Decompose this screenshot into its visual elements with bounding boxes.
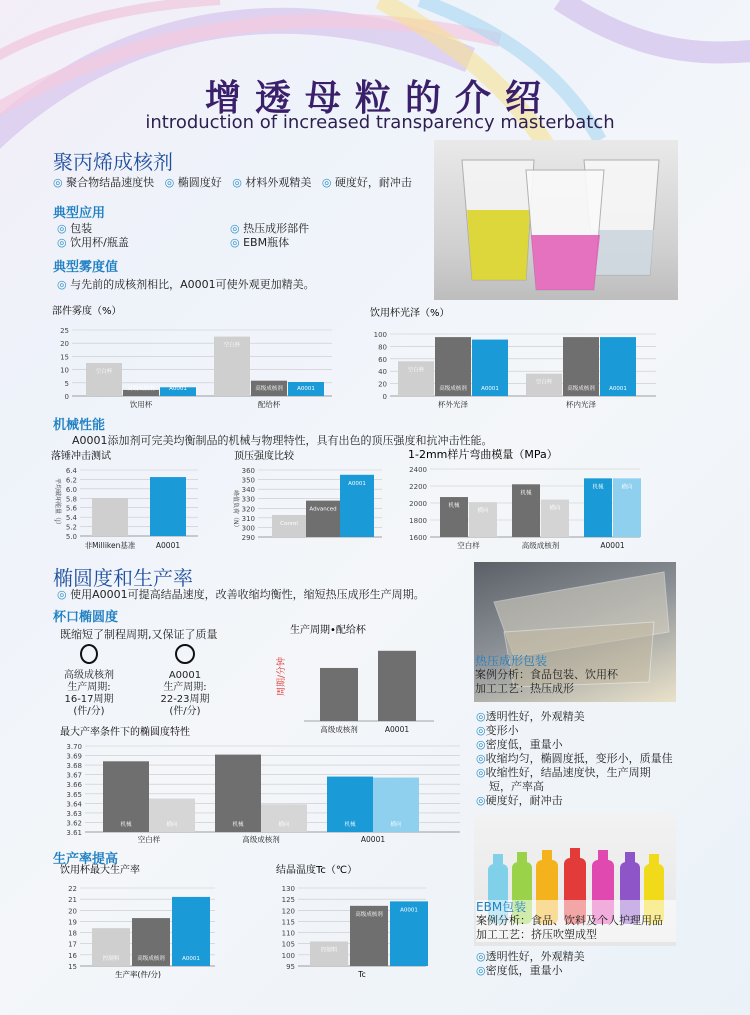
y-tick-label: 2200 xyxy=(409,483,427,491)
section-oval-title: 椭圆度和生产率 xyxy=(53,566,193,590)
y-tick-label: 110 xyxy=(281,929,295,938)
bar-label: A0001 xyxy=(609,386,627,392)
chart-ylabel: 周期/分钟 xyxy=(277,656,287,696)
ebm-box xyxy=(476,900,676,942)
x-tick-label: A0001 xyxy=(600,541,625,550)
ebm-case: 案例分析：食品、饮料及个人护理用品 xyxy=(476,914,663,927)
ebm-title: EBM包装 xyxy=(476,900,527,914)
y-tick-label: 5.0 xyxy=(65,533,77,541)
x-tick-label: A0001 xyxy=(384,725,410,734)
y-tick-label: 5.6 xyxy=(65,504,77,513)
bar-label: 机械 xyxy=(592,484,604,491)
bar-label: 高级成核剂 xyxy=(255,386,283,392)
y-tick-label: 20 xyxy=(60,340,69,349)
y-tick-label: 6.4 xyxy=(65,467,77,475)
bar-label: 横向 xyxy=(477,508,489,515)
y-tick-label: 100 xyxy=(281,951,295,960)
chart-gloss xyxy=(368,304,668,414)
bar-label: 高级成核剂 xyxy=(127,386,155,392)
chart-title: 最大产率条件下的椭圆度特性 xyxy=(60,727,190,738)
y-tick-label: 360 xyxy=(241,467,255,475)
cup-oval-sub: 既缩短了制程周期,又保证了质量 xyxy=(60,628,218,641)
mech-title: 机械性能 xyxy=(53,418,106,433)
page-title: 增透母粒的介绍 xyxy=(204,78,555,119)
oval-item: 高级成核剂 生产周期: 16-17周期 (件/分) xyxy=(60,644,118,718)
bar-label: Conrol xyxy=(280,520,298,527)
y-tick-label: 80 xyxy=(378,343,387,352)
bar-label: 横向 xyxy=(549,505,561,512)
bar xyxy=(150,477,186,536)
y-tick-label: 3.68 xyxy=(66,762,82,771)
oval-item: A0001 生产周期: 22-23周期 (件/分) xyxy=(156,644,214,718)
chart-haze xyxy=(50,304,350,414)
x-tick-label: 高级成核剂 xyxy=(521,541,560,550)
y-tick-label: 3.64 xyxy=(66,800,82,809)
y-tick-label: 60 xyxy=(378,355,387,364)
x-tick-label: 空白样 xyxy=(457,541,480,550)
y-axis-label: 平均破坏能量（J） xyxy=(54,478,61,528)
y-axis-label: 峰值负荷（N） xyxy=(232,490,239,531)
y-tick-label: 5.2 xyxy=(65,523,77,532)
page-subtitle: introduction of increased transparency masterbatch xyxy=(145,112,615,133)
ebm-process: 加工工艺：挤压吹塑成型 xyxy=(476,928,597,941)
oval-shape-icon xyxy=(80,644,98,664)
chart-oval xyxy=(55,724,465,848)
y-tick-label: 3.70 xyxy=(66,743,82,751)
y-tick-label: 340 xyxy=(241,486,255,495)
bullet-icon: ◎ xyxy=(232,176,242,189)
y-tick-label: 1600 xyxy=(409,534,427,542)
oval-note: ◎ 使用A0001可提高结晶速度，改善收缩均衡性，缩短热压成形生产周期。 xyxy=(57,588,425,601)
bar-label: A0001 xyxy=(169,386,187,392)
cup-oval-title: 杯口椭圆度 xyxy=(53,610,119,625)
bar-label: 高级成核剂 xyxy=(355,911,383,918)
ebm-points: ◎透明性好，外观精美 ◎密度低，重量小 xyxy=(476,950,585,977)
bar-label: 机械 xyxy=(120,822,132,828)
y-tick-label: 3.63 xyxy=(66,809,82,818)
bar-label: A0001 xyxy=(348,480,366,487)
y-tick-label: 0 xyxy=(64,393,69,401)
y-tick-label: 3.62 xyxy=(66,819,82,828)
thermoform-points: ◎透明性好，外观精美 ◎变形小 ◎密度低，重量小 ◎收缩均匀，椭圆度抵，变形小，质量佳 ◎收缩性好，结晶速度快，生产周期 短，产率高 ◎硬度好，耐冲击 xyxy=(476,710,673,807)
x-tick-label: 配给杯 xyxy=(257,400,281,409)
bar xyxy=(378,651,416,721)
y-tick-label: 25 xyxy=(60,327,69,335)
y-tick-label: 125 xyxy=(281,896,295,905)
x-tick-label: 饮用杯 xyxy=(129,400,153,409)
y-tick-label: 40 xyxy=(378,368,387,377)
y-tick-label: 16 xyxy=(68,951,77,960)
chart-tc xyxy=(272,862,432,980)
bullet-icon: ◎ xyxy=(321,176,332,189)
y-tick-label: 130 xyxy=(281,885,295,893)
y-tick-label: 1800 xyxy=(409,517,427,525)
chart-title: 生产周期•配给杯 xyxy=(290,625,366,636)
app-item: ◎ 饮用杯/瓶盖 xyxy=(57,236,129,249)
bar xyxy=(310,941,348,966)
bar-label: 机械 xyxy=(232,822,244,828)
y-tick-label: 300 xyxy=(241,524,255,533)
y-tick-label: 2000 xyxy=(409,500,427,508)
bar-label: 空白杯 xyxy=(535,379,553,386)
chart-title: 结晶温度Tc（℃） xyxy=(276,865,358,876)
bar-label: 控制料 xyxy=(102,956,120,962)
bar-label: 空白杯 xyxy=(407,367,425,374)
bar-label: 横向 xyxy=(390,822,402,828)
y-tick-label: 3.66 xyxy=(66,781,82,790)
x-axis-label: Tc xyxy=(358,970,366,979)
y-tick-label: 15 xyxy=(68,963,77,971)
bar-label: 机械 xyxy=(520,490,532,497)
y-tick-label: 95 xyxy=(286,963,295,971)
y-tick-label: 5.4 xyxy=(65,514,77,523)
x-tick-label: 非Milliken基准 xyxy=(84,541,136,550)
y-tick-label: 6.0 xyxy=(65,485,77,494)
y-tick-label: 100 xyxy=(373,331,387,339)
y-tick-label: 15 xyxy=(60,353,69,362)
x-tick-label: 杯内光泽 xyxy=(566,400,596,409)
chart-flex xyxy=(404,446,664,556)
y-tick-label: 18 xyxy=(68,929,77,938)
chart-cycle xyxy=(272,622,442,734)
bar xyxy=(320,668,358,721)
y-tick-label: 320 xyxy=(241,505,255,514)
mech-note: A0001添加剂可完美均衡制品的机械与物理特性，具有出色的顶压强度和抗冲击性能。 xyxy=(72,434,493,447)
x-tick-label: 空白样 xyxy=(137,835,161,844)
bar-label: A0001 xyxy=(400,907,418,914)
y-tick-label: 17 xyxy=(68,940,77,949)
circle-shape-icon xyxy=(175,644,195,664)
chart-title: 落锤冲击测试 xyxy=(51,451,111,462)
bar-label: 高级成核剂 xyxy=(439,386,467,392)
y-tick-label: 350 xyxy=(241,476,255,485)
y-tick-label: 19 xyxy=(68,918,77,927)
thermoform-title: 热压成形包装 xyxy=(475,654,548,668)
bar-label: 控制料 xyxy=(320,947,338,954)
x-tick-label: 高级成核剂 xyxy=(320,725,358,734)
y-tick-label: 115 xyxy=(281,918,295,927)
bar-label: 高级成核剂 xyxy=(137,956,165,962)
y-tick-label: 310 xyxy=(241,514,255,523)
bar-label: A0001 xyxy=(182,956,200,962)
bar-label: 横向 xyxy=(278,822,290,828)
y-tick-label: 5.8 xyxy=(65,495,77,504)
thermoform-process: 加工工艺：热压成形 xyxy=(475,682,574,695)
x-tick-label: 杯外光泽 xyxy=(438,400,468,409)
bar-label: 机械 xyxy=(448,503,460,510)
y-tick-label: 20 xyxy=(378,380,387,389)
haze-title: 典型雾度值 xyxy=(53,260,119,275)
chart-title: 饮用杯光泽（%） xyxy=(370,308,450,319)
bar-label: 横向 xyxy=(166,822,178,828)
y-tick-label: 3.61 xyxy=(66,829,82,837)
chart-title: 饮用杯最大生产率 xyxy=(60,865,140,876)
thermoform-box xyxy=(475,654,675,696)
y-tick-label: 3.69 xyxy=(66,752,82,761)
y-tick-label: 20 xyxy=(68,907,77,916)
bar-label: 空白杯 xyxy=(223,342,241,349)
bar xyxy=(92,498,128,536)
chart-title: 部件雾度（%） xyxy=(52,306,122,317)
chart-impact xyxy=(48,448,208,556)
app-item: ◎ EBM瓶体 xyxy=(230,236,290,249)
apps-title: 典型应用 xyxy=(53,206,106,221)
x-tick-label: A0001 xyxy=(360,835,386,844)
bar-label: A0001 xyxy=(297,386,315,392)
y-tick-label: 5 xyxy=(64,379,69,388)
y-tick-label: 21 xyxy=(68,896,77,905)
app-item: ◎ 热压成形部件 xyxy=(230,222,310,235)
y-tick-label: 105 xyxy=(281,940,295,949)
thermoform-case: 案例分析：食品包装、饮用杯 xyxy=(475,668,618,681)
x-tick-label: 高级成核剂 xyxy=(242,835,280,844)
cups-photo xyxy=(434,140,678,300)
y-tick-label: 0 xyxy=(382,393,387,401)
bar-label: Advanced xyxy=(309,506,337,513)
bar-label: 空白杯 xyxy=(95,369,113,375)
y-tick-label: 330 xyxy=(241,495,255,504)
y-tick-label: 2400 xyxy=(409,466,427,474)
chart-title: 1-2mm样片弯曲模量（MPa） xyxy=(408,448,558,461)
bar-label: 高级成核剂 xyxy=(567,386,595,392)
bar xyxy=(215,755,261,832)
bar xyxy=(86,363,122,396)
chart-title: 顶压强度比较 xyxy=(234,451,294,462)
bullet-icon: ◎ xyxy=(164,176,175,189)
bar-label: 机械 xyxy=(344,822,356,828)
y-tick-label: 290 xyxy=(241,534,255,542)
y-tick-label: 3.67 xyxy=(66,771,82,780)
y-tick-label: 10 xyxy=(60,366,69,375)
chart-maxprod xyxy=(58,862,228,980)
app-item: ◎ 包装 xyxy=(57,222,93,235)
chart-topload xyxy=(228,448,388,556)
y-tick-label: 22 xyxy=(68,885,77,893)
y-tick-label: 6.2 xyxy=(65,476,77,485)
feature-list: ◎ 聚合物结晶速度快 ◎ 椭圆度好 ◎ 材料外观精美 ◎ 硬度好，耐冲击 xyxy=(53,176,412,189)
x-axis-label: 生产率(件/分) xyxy=(115,970,161,979)
x-tick-label: A0001 xyxy=(155,541,181,550)
bar-label: 横向 xyxy=(621,484,633,491)
bullet-icon: ◎ xyxy=(53,176,63,189)
section-nucleator-title: 聚丙烯成核剂 xyxy=(53,150,173,174)
y-tick-label: 120 xyxy=(281,907,295,916)
y-tick-label: 3.65 xyxy=(66,790,82,799)
bar-label: A0001 xyxy=(481,386,499,392)
haze-note: ◎ 与先前的成核剂相比，A0001可使外观更加精美。 xyxy=(57,278,315,291)
prod-title: 生产率提高 xyxy=(53,852,119,867)
